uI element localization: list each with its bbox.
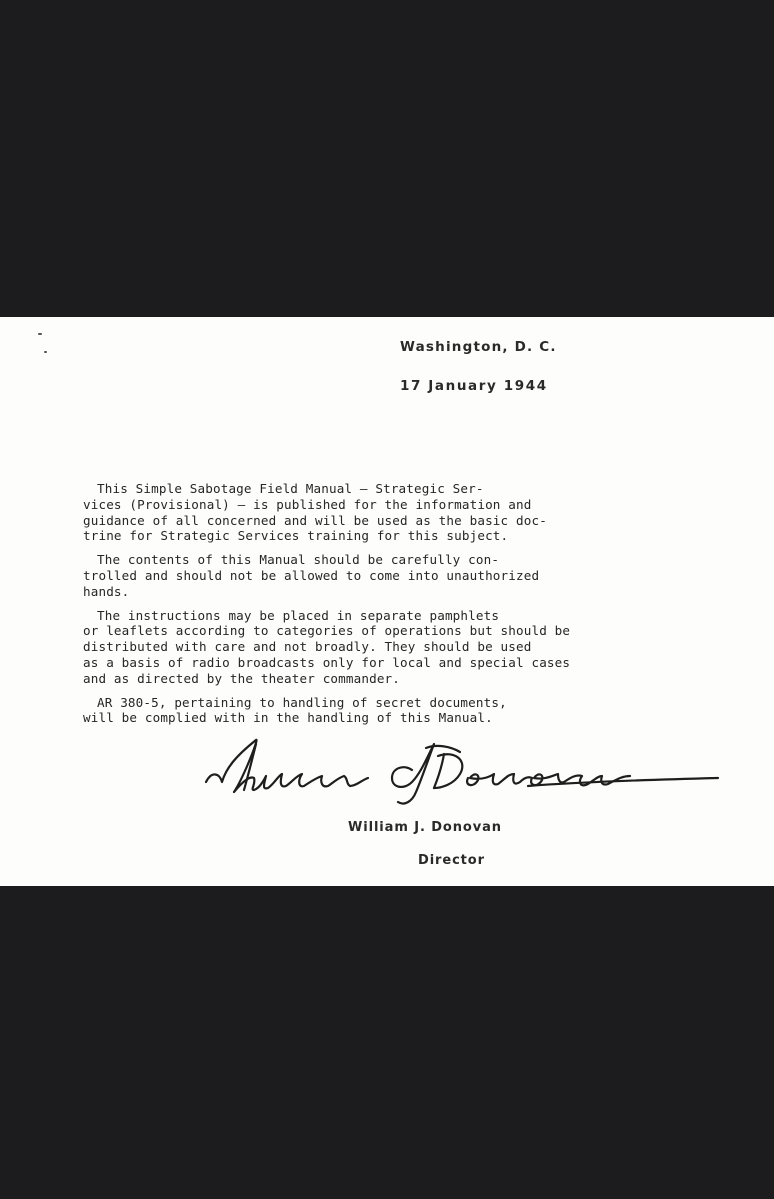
paragraph-1 (83, 481, 729, 544)
signatory-name: William J. Donovan (348, 820, 502, 835)
body-line: as a basis of radio broadcasts only for local and special cases (83, 654, 571, 670)
body-line: hands. (83, 583, 130, 599)
document-date: 17 January 1944 (400, 378, 548, 394)
paragraph-3 (83, 607, 729, 687)
body-line: or leaflets according to categories of operations but should be (83, 623, 571, 639)
body-line: The instructions may be placed in separate pamphlets (97, 607, 500, 623)
bottom-dark-band (0, 886, 774, 1199)
body-line: This Simple Sabotage Field Manual — Strategic Ser- (97, 481, 484, 496)
document-page (0, 317, 774, 886)
signatory-title: Director (418, 853, 485, 868)
body-line: and as directed by the theater commander. (83, 670, 401, 686)
body-line: trolled and should not be allowed to come into unauthorized (83, 567, 540, 583)
scan-speck (44, 351, 47, 353)
body-line: The contents of this Manual should be carefully con- (97, 552, 500, 568)
document-place: Washington, D. C. (400, 339, 557, 355)
document-body (83, 481, 729, 734)
paragraph-2 (83, 552, 729, 599)
body-line: will be complied with in the handling of this Manual. (83, 710, 493, 726)
body-line: distributed with care and not broadly. They should be used (83, 639, 532, 655)
body-line: AR 380-5, pertaining to handling of secret documents, (97, 694, 507, 710)
handwritten-signature (198, 730, 728, 810)
paragraph-4 (83, 694, 729, 727)
scan-speck (38, 333, 42, 335)
body-line: guidance of all concerned and will be used as the basic doc- (83, 512, 547, 528)
body-line: vices (Provisional) — is published for the information and (83, 496, 532, 512)
body-line: trine for Strategic Services training for this subject. (83, 528, 509, 544)
top-dark-band (0, 0, 774, 317)
